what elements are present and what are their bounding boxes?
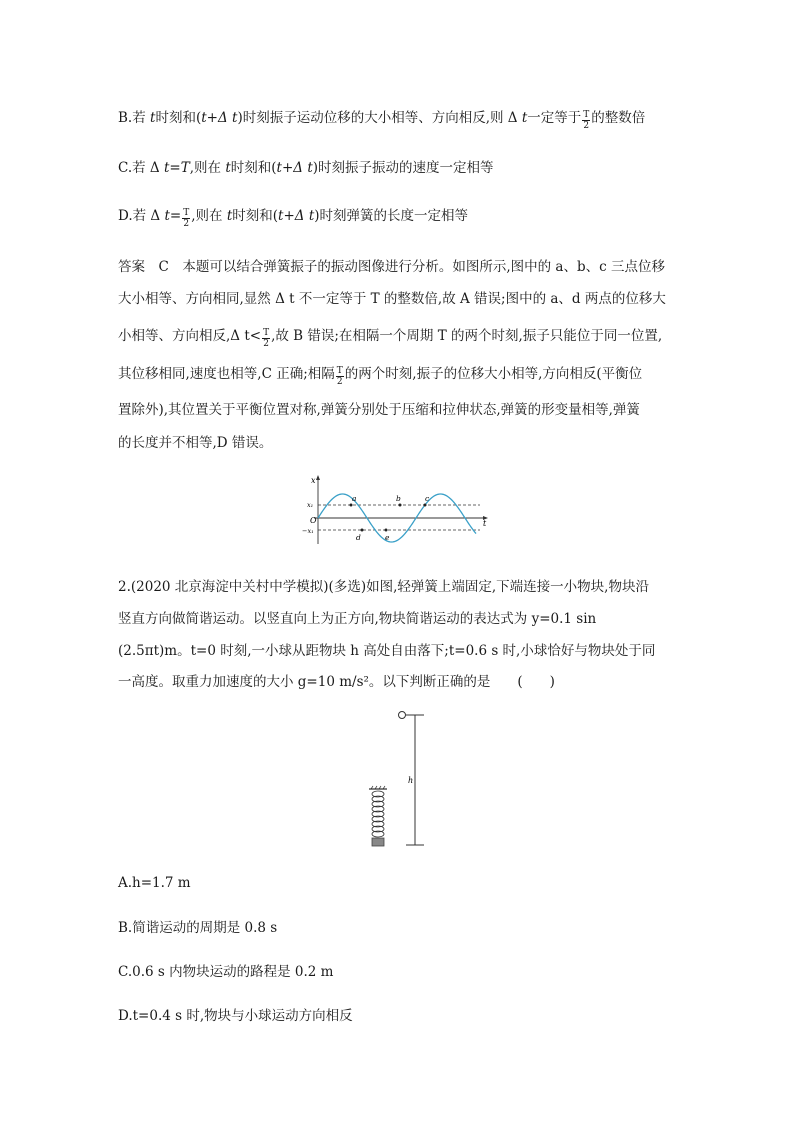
q1-option-c	[118, 158, 494, 178]
var: t	[521, 110, 528, 126]
answer-line-5: 置除外),其位置关于平衡位置对称,弹簧分别处于压缩和拉伸状态,弹簧的形变量相等,弹簧	[118, 402, 640, 418]
label-point-a: a	[352, 494, 357, 503]
label-point-c: c	[425, 494, 430, 503]
text: 时刻和(	[230, 160, 277, 176]
text: C.若 Δ	[118, 160, 164, 176]
point-c-dot	[424, 504, 427, 507]
answer-line-1: 答案 C 本题可以结合弹簧振子的振动图像进行分析。如图所示,图中的 a、b、c 三点位移	[118, 259, 665, 275]
q2-option-c: C.0.6 s 内物块运动的路程是 0.2 m	[118, 964, 334, 980]
q2-option-d: D.t=0.4 s 时,物块与小球运动方向相反	[118, 1008, 353, 1024]
text: ,则在	[189, 160, 226, 176]
var: t+Δ t	[201, 110, 238, 126]
spring-ball-figure	[360, 705, 440, 850]
point-e-dot	[385, 529, 388, 532]
var: t	[225, 160, 231, 176]
point-b-dot	[399, 504, 402, 507]
label-x1: x₁	[307, 501, 314, 509]
q2-line-4: 一高度。取重力加速度的大小 g=10 m/s²。以下判断正确的是 ( )	[118, 674, 555, 690]
label-point-b: b	[396, 494, 401, 503]
q2-option-b: B.简谐运动的周期是 0.8 s	[118, 920, 278, 936]
text: 时刻和(	[155, 110, 202, 126]
answer-line-2: 大小相等、方向相同,显然 Δ t 不一定等于 T 的整数倍,故 A 错误;图中的 a、d 两点的位移大	[118, 291, 666, 307]
text: D.若 Δ	[118, 208, 165, 224]
label-h: h	[408, 776, 414, 785]
text: 一定等于	[527, 110, 582, 126]
answer-line-6: 的长度并不相等,D 错误。	[118, 435, 273, 451]
text: 其位移相同,速度也相等,C 正确;相隔	[118, 366, 335, 382]
q1-option-d	[118, 206, 468, 229]
text: )时刻弹簧的长度一定相等	[314, 208, 469, 224]
text: B.若	[118, 110, 151, 126]
text: ,故 B 错误;在相隔一个周期 T 的两个时刻,振子只能位于同一位置,	[271, 328, 663, 344]
point-a-dot	[350, 504, 353, 507]
text: ,则在	[191, 208, 227, 224]
answer-line-4	[118, 364, 642, 387]
label-t: t	[483, 519, 487, 528]
q2-line-1: 2.(2020 北京海淀中关村中学模拟)(多选)如图,轻弹簧上端固定,下端连接一小物块,物块沿	[118, 579, 649, 595]
var: t	[226, 208, 233, 224]
q2-line-3: (2.5πt)m。t=0 时刻,一小球从距物块 h 高处自由落下;t=0.6 s 时,小球恰好与物块处于同	[118, 643, 656, 659]
q2-option-a: A.h=1.7 m	[118, 875, 191, 891]
text: 小相等、方向相反,Δ t<	[118, 328, 262, 344]
text: 的整数倍	[591, 110, 646, 126]
label-x: x	[311, 476, 316, 485]
var: t	[150, 110, 156, 126]
text: )时刻振子振动的速度一定相等	[312, 160, 494, 176]
fraction: $\frac{T}{2}$	[183, 208, 190, 229]
q2-line-2: 竖直方向做简谐运动。以竖直向上为正方向,物块简谐运动的表达式为 y=0.1 sin	[118, 611, 597, 627]
text: 时刻和(	[232, 208, 279, 224]
var: t+Δ t	[278, 208, 315, 224]
fraction: $\frac{T}{2}$	[263, 328, 270, 349]
ball-icon	[399, 712, 406, 719]
var: t=T	[163, 160, 190, 176]
answer-line-3	[118, 326, 662, 349]
label-neg-x1: −x₁	[302, 527, 314, 535]
text: )时刻振子运动位移的大小相等、方向相反,则 Δ	[237, 110, 522, 126]
label-origin: O	[310, 516, 317, 525]
vibration-graph	[300, 474, 496, 548]
q1-option-b	[118, 108, 645, 131]
var: t+Δ t	[276, 160, 313, 176]
label-point-e: e	[385, 533, 390, 542]
text: =	[169, 208, 182, 224]
spring-coils	[372, 791, 384, 837]
text: 的两个时刻,振子的位移大小相等,方向相反(平衡位	[344, 366, 643, 382]
var: t	[164, 208, 170, 224]
fraction: $\frac{T}{2}$	[336, 366, 343, 387]
label-point-d: d	[356, 533, 361, 542]
block-icon	[372, 838, 384, 846]
point-d-dot	[361, 529, 364, 532]
fraction: $\frac{T}{2}$	[583, 110, 590, 131]
x-axis-arrow	[316, 475, 320, 480]
